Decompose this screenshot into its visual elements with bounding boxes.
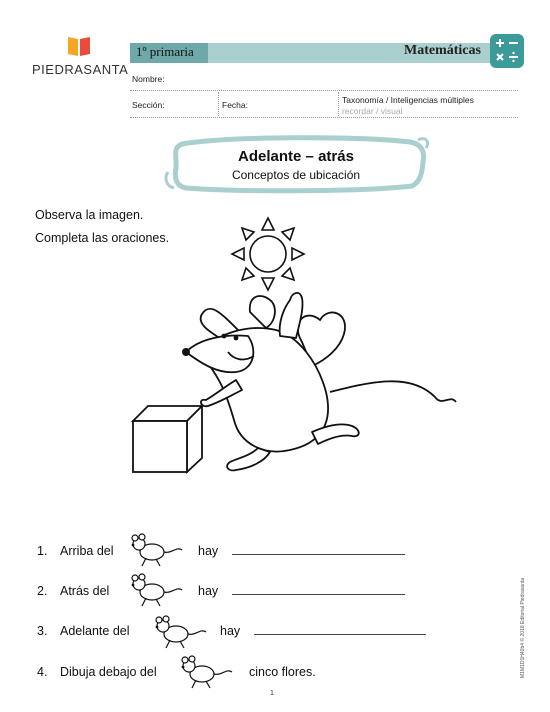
brand-name: PIEDRASANTA xyxy=(32,62,129,77)
mouse-icon xyxy=(122,530,184,570)
answer-line-1[interactable] xyxy=(232,554,405,555)
taxonomy-label: Taxonomía / Inteligencias múltiples xyxy=(342,95,474,105)
question-4-text: Dibuja debajo del xyxy=(60,665,157,679)
question-3-after: hay xyxy=(220,624,241,638)
page-number: 1 xyxy=(270,690,274,697)
name-line[interactable] xyxy=(130,90,518,91)
instruction-observe: Observa la imagen. xyxy=(35,208,144,222)
question-1-text: Arriba del xyxy=(60,544,114,558)
question-2-after: hay xyxy=(198,584,219,598)
question-4-number: 4. xyxy=(37,665,48,679)
question-2-text: Atrás del xyxy=(60,584,110,598)
page-subtitle: Conceptos de ubicación xyxy=(231,168,361,182)
taxonomy-values: recordar / visual xyxy=(342,106,403,116)
question-2-number: 2. xyxy=(37,584,48,598)
mouse-icon xyxy=(146,612,208,652)
answer-line-2[interactable] xyxy=(232,594,405,595)
sun-icon xyxy=(232,218,304,290)
illustration xyxy=(130,212,470,474)
subject-label: Matemáticas xyxy=(404,43,481,58)
mouse-icon xyxy=(172,652,234,692)
name-label: Nombre: xyxy=(132,74,165,84)
question-1-number: 1. xyxy=(37,544,48,558)
title-banner xyxy=(160,128,432,206)
question-4-after: cinco flores. xyxy=(249,665,316,679)
question-3-number: 3. xyxy=(37,624,48,638)
math-operations-icon xyxy=(490,34,524,68)
brand-logo xyxy=(66,34,92,58)
question-3-text: Adelante del xyxy=(60,624,130,638)
section-label: Sección: xyxy=(132,100,165,110)
question-1-after: hay xyxy=(198,544,219,558)
logo-book-icon xyxy=(66,34,92,58)
divider xyxy=(338,92,339,116)
instruction-complete: Completa las oraciones. xyxy=(35,231,170,245)
copyright-note: M1M1D1H40b4 © 2018 Editorial Piedrasanta xyxy=(520,577,526,678)
answer-line-3[interactable] xyxy=(254,634,426,635)
section-line xyxy=(130,117,518,118)
divider xyxy=(218,92,219,116)
cube-icon xyxy=(133,406,202,472)
mouse-icon xyxy=(122,570,184,610)
page-title: Adelante – atrás xyxy=(238,148,354,165)
date-label: Fecha: xyxy=(222,100,248,110)
grade-label: 1º primaria xyxy=(136,44,194,59)
